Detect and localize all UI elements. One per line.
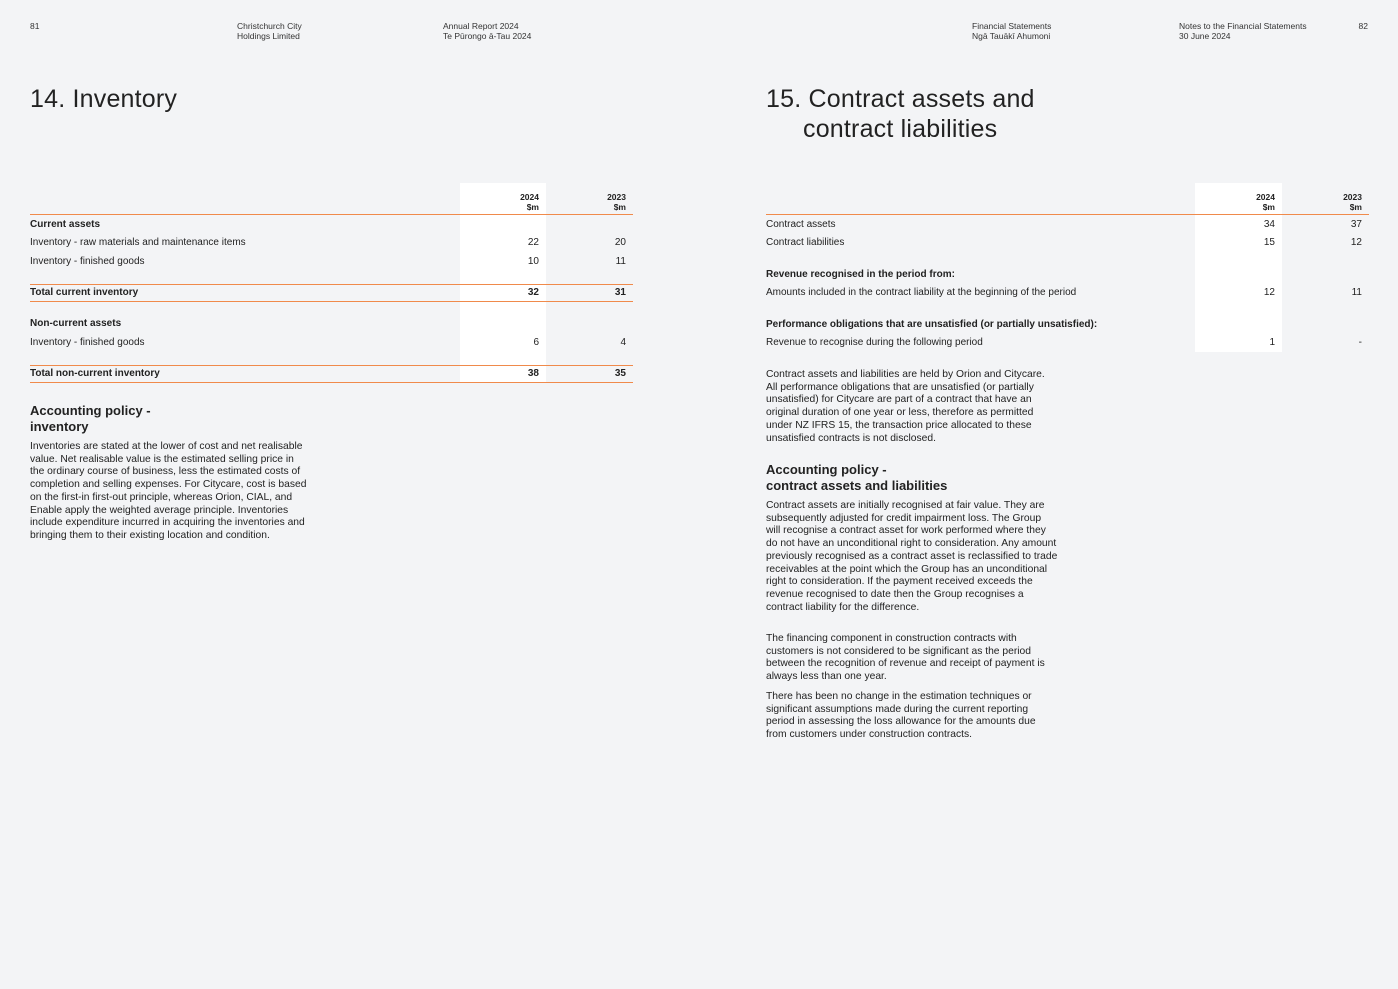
header-section: Financial Statements Ngā Tauākī Ahumoni [972, 21, 1052, 41]
value-2024: 12 [1195, 284, 1282, 303]
value-2023: 11 [615, 255, 626, 267]
row-label: Inventory - raw materials and maintenance items [30, 237, 246, 249]
table-row [30, 234, 633, 253]
value-2023: 20 [614, 237, 626, 249]
policy-paragraph-3: There has been no change in the estimation techniques or significant assumptions made during the current reporting period in assessing the loss allowance for the amounts due from customers under construction contracts. [766, 691, 1036, 741]
table-row [766, 234, 1369, 253]
value-2024: 1 [1195, 334, 1282, 353]
policy-text: Inventories are stated at the lower of cost and net realisable value. Net realisable value is the estimated selling price in the ordinary course of business, less the estimated costs of completion and selling expenses. For Citycare, cost is based on the first-in first-out principle, whereas Orion, CIAL, and Enable apply the weighted average principle. Inventories include expenditure incurred in acquiring the inventories and bringing them to their existing location and condition. [30, 441, 307, 541]
page-number: 82 [1358, 21, 1368, 31]
value-2024: 6 [460, 333, 546, 352]
row-label: Non-current assets [30, 318, 122, 330]
value-2023: 11 [1351, 287, 1362, 299]
total-row [30, 365, 633, 382]
value-2023: 12 [1350, 237, 1362, 249]
row-label: Contract liabilities [766, 237, 845, 249]
header-report-line-2: Te Pūrongo ā-Tau 2024 [443, 31, 532, 41]
header-org-line-2: Holdings Limited [237, 31, 300, 41]
table-row [766, 315, 1369, 334]
value-2024: 15 [1195, 234, 1282, 253]
contract-table [766, 183, 1369, 352]
total-row [30, 284, 633, 301]
row-label: Total non-current inventory [30, 365, 460, 382]
row-label: Revenue to recognise during the following period [766, 337, 983, 349]
table-row [766, 265, 1369, 284]
value-2024: 22 [460, 234, 546, 253]
header-org-line-1: Christchurch City [237, 21, 302, 31]
value-2023: 4 [620, 336, 626, 348]
value-2024: 32 [460, 284, 546, 301]
policy-paragraph-1: Contract assets are initially recognised at fair value. They are subsequently adjusted for credit impairment loss. The Group will recognise a contract asset for work performed where they do not have an unconditional right to consideration. Any amount previously recognised as a contract asset is reclassified to trade receivables at the point which the Group has an unconditional right to consideration. If the payment received exceeds the revenue recognised to date then the Group recognises a contract liability for the difference. [766, 500, 1058, 613]
value-2023: 31 [546, 284, 633, 301]
table-header-row [30, 183, 633, 215]
table-row [30, 315, 633, 334]
value-2024: 34 [1195, 215, 1282, 234]
intro-text: Contract assets and liabilities are held by Orion and Citycare. All performance obligations that are unsatisfied (or partially unsatisfied) for Citycare are part of a contract that have an original duration of one year or less, therefore as permitted under NZ IFRS 15, the transaction price allocated to these unsatisfied contracts is not disclosed. [766, 369, 1045, 444]
policy-paragraph-2: The financing component in construction contracts with customers is not considered to be significant as the period between the recognition of revenue and receipt of payment is always less than one year. [766, 633, 1045, 683]
table-row [766, 284, 1369, 303]
section-title: 14. Inventory [30, 85, 178, 113]
section-number: 15. [766, 85, 802, 113]
row-label: Current assets [30, 218, 101, 230]
table-header-row [766, 183, 1369, 215]
col-2023-header: 2023 $m [546, 183, 633, 215]
row-label: Inventory - finished goods [30, 255, 145, 267]
header-report-line-1: Annual Report 2024 [443, 21, 519, 31]
col-2023-header: 2023 $m [1282, 183, 1369, 215]
table-row [766, 334, 1369, 353]
header-notes: Notes to the Financial Statements 30 June 2024 [1179, 21, 1307, 41]
policy-title: Accounting policy - contract assets and liabilities [766, 462, 948, 493]
table-row [30, 252, 633, 271]
policy-title: Accounting policy - inventory [30, 403, 151, 434]
row-label: Contract assets [766, 218, 836, 230]
value-2023: 37 [1350, 218, 1362, 230]
table-row [30, 333, 633, 352]
value-2024: 38 [460, 365, 546, 382]
table-row [30, 215, 633, 234]
row-label: Inventory - finished goods [30, 336, 145, 348]
inventory-table [30, 183, 633, 383]
row-label: Total current inventory [30, 284, 460, 301]
row-label: Amounts included in the contract liability at the beginning of the period [766, 287, 1077, 299]
table-row [766, 215, 1369, 234]
row-label: Performance obligations that are unsatisfied (or partially unsatisfied): [766, 318, 1098, 330]
header-org [237, 21, 302, 41]
page-number: 81 [30, 21, 40, 31]
col-2024-header: 2024 $m [1195, 183, 1282, 215]
section-title: 15. Contract assets and contract liabilities [766, 85, 1035, 143]
right-page [699, 0, 1398, 989]
header-report [443, 21, 531, 41]
col-2024-header: 2024 $m [460, 183, 546, 215]
value-2023: 35 [546, 365, 633, 382]
value-2023: - [1358, 337, 1362, 349]
value-2024: 10 [460, 252, 546, 271]
row-label: Revenue recognised in the period from: [766, 268, 955, 280]
